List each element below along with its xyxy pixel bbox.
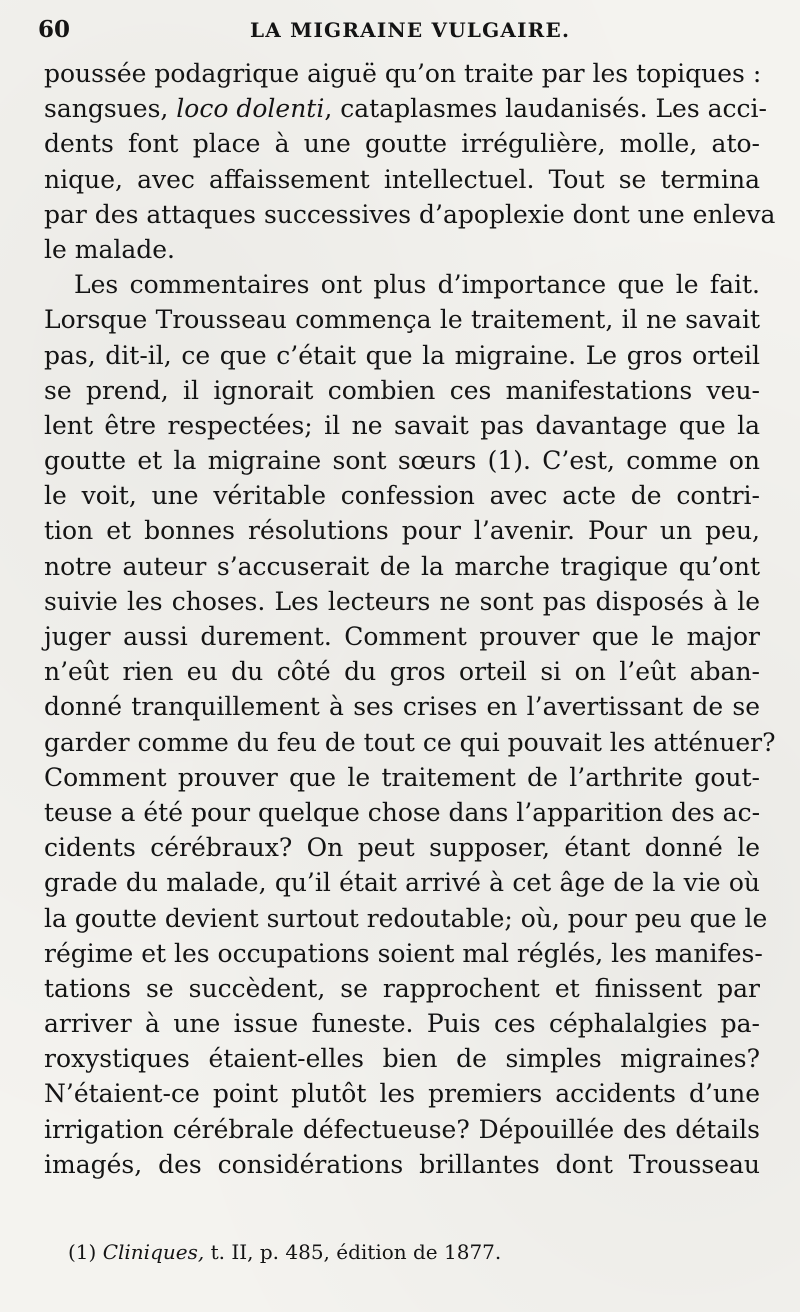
text-line: N’étaient-ce point plutôt les premiers accidents d’une xyxy=(44,1079,760,1109)
running-title: LA MIGRAINE VULGAIRE. xyxy=(250,18,571,42)
text-line: roxystiques étaient-elles bien de simples migraines? xyxy=(44,1044,760,1074)
text-line: Les commentaires ont plus d’importance que le fait. xyxy=(74,270,760,300)
text-line: teuse a été pour quelque chose dans l’apparition des ac- xyxy=(44,797,761,827)
body-text xyxy=(44,56,776,1182)
footnote-text: t. II, p. 485, édition de 1877. xyxy=(210,1240,502,1264)
text-line: régime et les occupations soient mal réglés, les manifes- xyxy=(44,938,763,968)
text-line: Lorsque Trousseau commença le traitement, il ne savait xyxy=(44,305,760,335)
text-line: irrigation cérébrale défectueuse? Dépouillée des détails xyxy=(44,1114,760,1144)
text-line: dents font place à une goutte irrégulière, molle, ato- xyxy=(44,129,760,159)
page-header xyxy=(38,12,780,52)
text-line: Comment prouver que le traitement de l’arthrite gout- xyxy=(44,762,760,792)
paragraph-2 xyxy=(44,267,776,1182)
text-line: sangsues, loco dolenti, cataplasmes laudanisés. Les acci- xyxy=(44,94,767,124)
footnote xyxy=(68,1240,501,1264)
text-line: tations se succèdent, se rapprochent et finissent par xyxy=(44,973,760,1003)
text-line: grade du malade, qu’il était arrivé à cet âge de la vie où xyxy=(44,868,760,898)
text-line: n’eût rien eu du côté du gros orteil si on l’eût aban- xyxy=(44,657,760,687)
text-line: arriver à une issue funeste. Puis ces céphalalgies pa- xyxy=(44,1009,760,1039)
text-line: donné tranquillement à ses crises en l’avertissant de se xyxy=(44,692,760,722)
footnote-title: Cliniques, xyxy=(102,1240,205,1264)
text-line: suivie les choses. Les lecteurs ne sont pas disposés à le xyxy=(44,586,760,616)
footnote-marker: (1) xyxy=(68,1240,97,1264)
text-emphasis: loco dolenti xyxy=(176,94,325,124)
text-line: lent être respectées; il ne savait pas davantage que la xyxy=(44,410,760,440)
text-line: par des attaques successives d’apoplexie dont une enleva xyxy=(44,199,776,229)
text-line: goutte et la migraine sont sœurs (1). C’est, comme on xyxy=(44,446,760,476)
paragraph-1 xyxy=(44,56,776,267)
text-line: se prend, il ignorait combien ces manifestations veu- xyxy=(44,375,760,405)
text-line: juger aussi durement. Comment prouver que le major xyxy=(44,622,760,651)
text-line: poussée podagrique aiguë qu’on traite par les topiques : xyxy=(44,59,762,88)
text-line: imagés, des considérations brillantes dont Trousseau xyxy=(44,1149,760,1179)
text-line: cidents cérébraux? On peut supposer, étant donné le xyxy=(44,833,760,863)
page-number: 60 xyxy=(38,16,71,43)
text-line: pas, dit-il, ce que c’était que la migraine. Le gros orteil xyxy=(44,340,760,370)
text-line: tion et bonnes résolutions pour l’avenir. Pour un peu, xyxy=(44,516,760,546)
text-line: la goutte devient surtout redoutable; où, pour peu que le xyxy=(44,903,768,933)
text-line: nique, avec affaissement intellectuel. Tout se termina xyxy=(44,164,760,194)
text-line: le voit, une véritable confession avec acte de contri- xyxy=(44,481,760,511)
text-line: garder comme du feu de tout ce qui pouvait les atténuer? xyxy=(44,727,776,757)
text-line: notre auteur s’accuserait de la marche tragique qu’ont xyxy=(44,551,760,581)
text-line: le malade. xyxy=(44,234,175,264)
